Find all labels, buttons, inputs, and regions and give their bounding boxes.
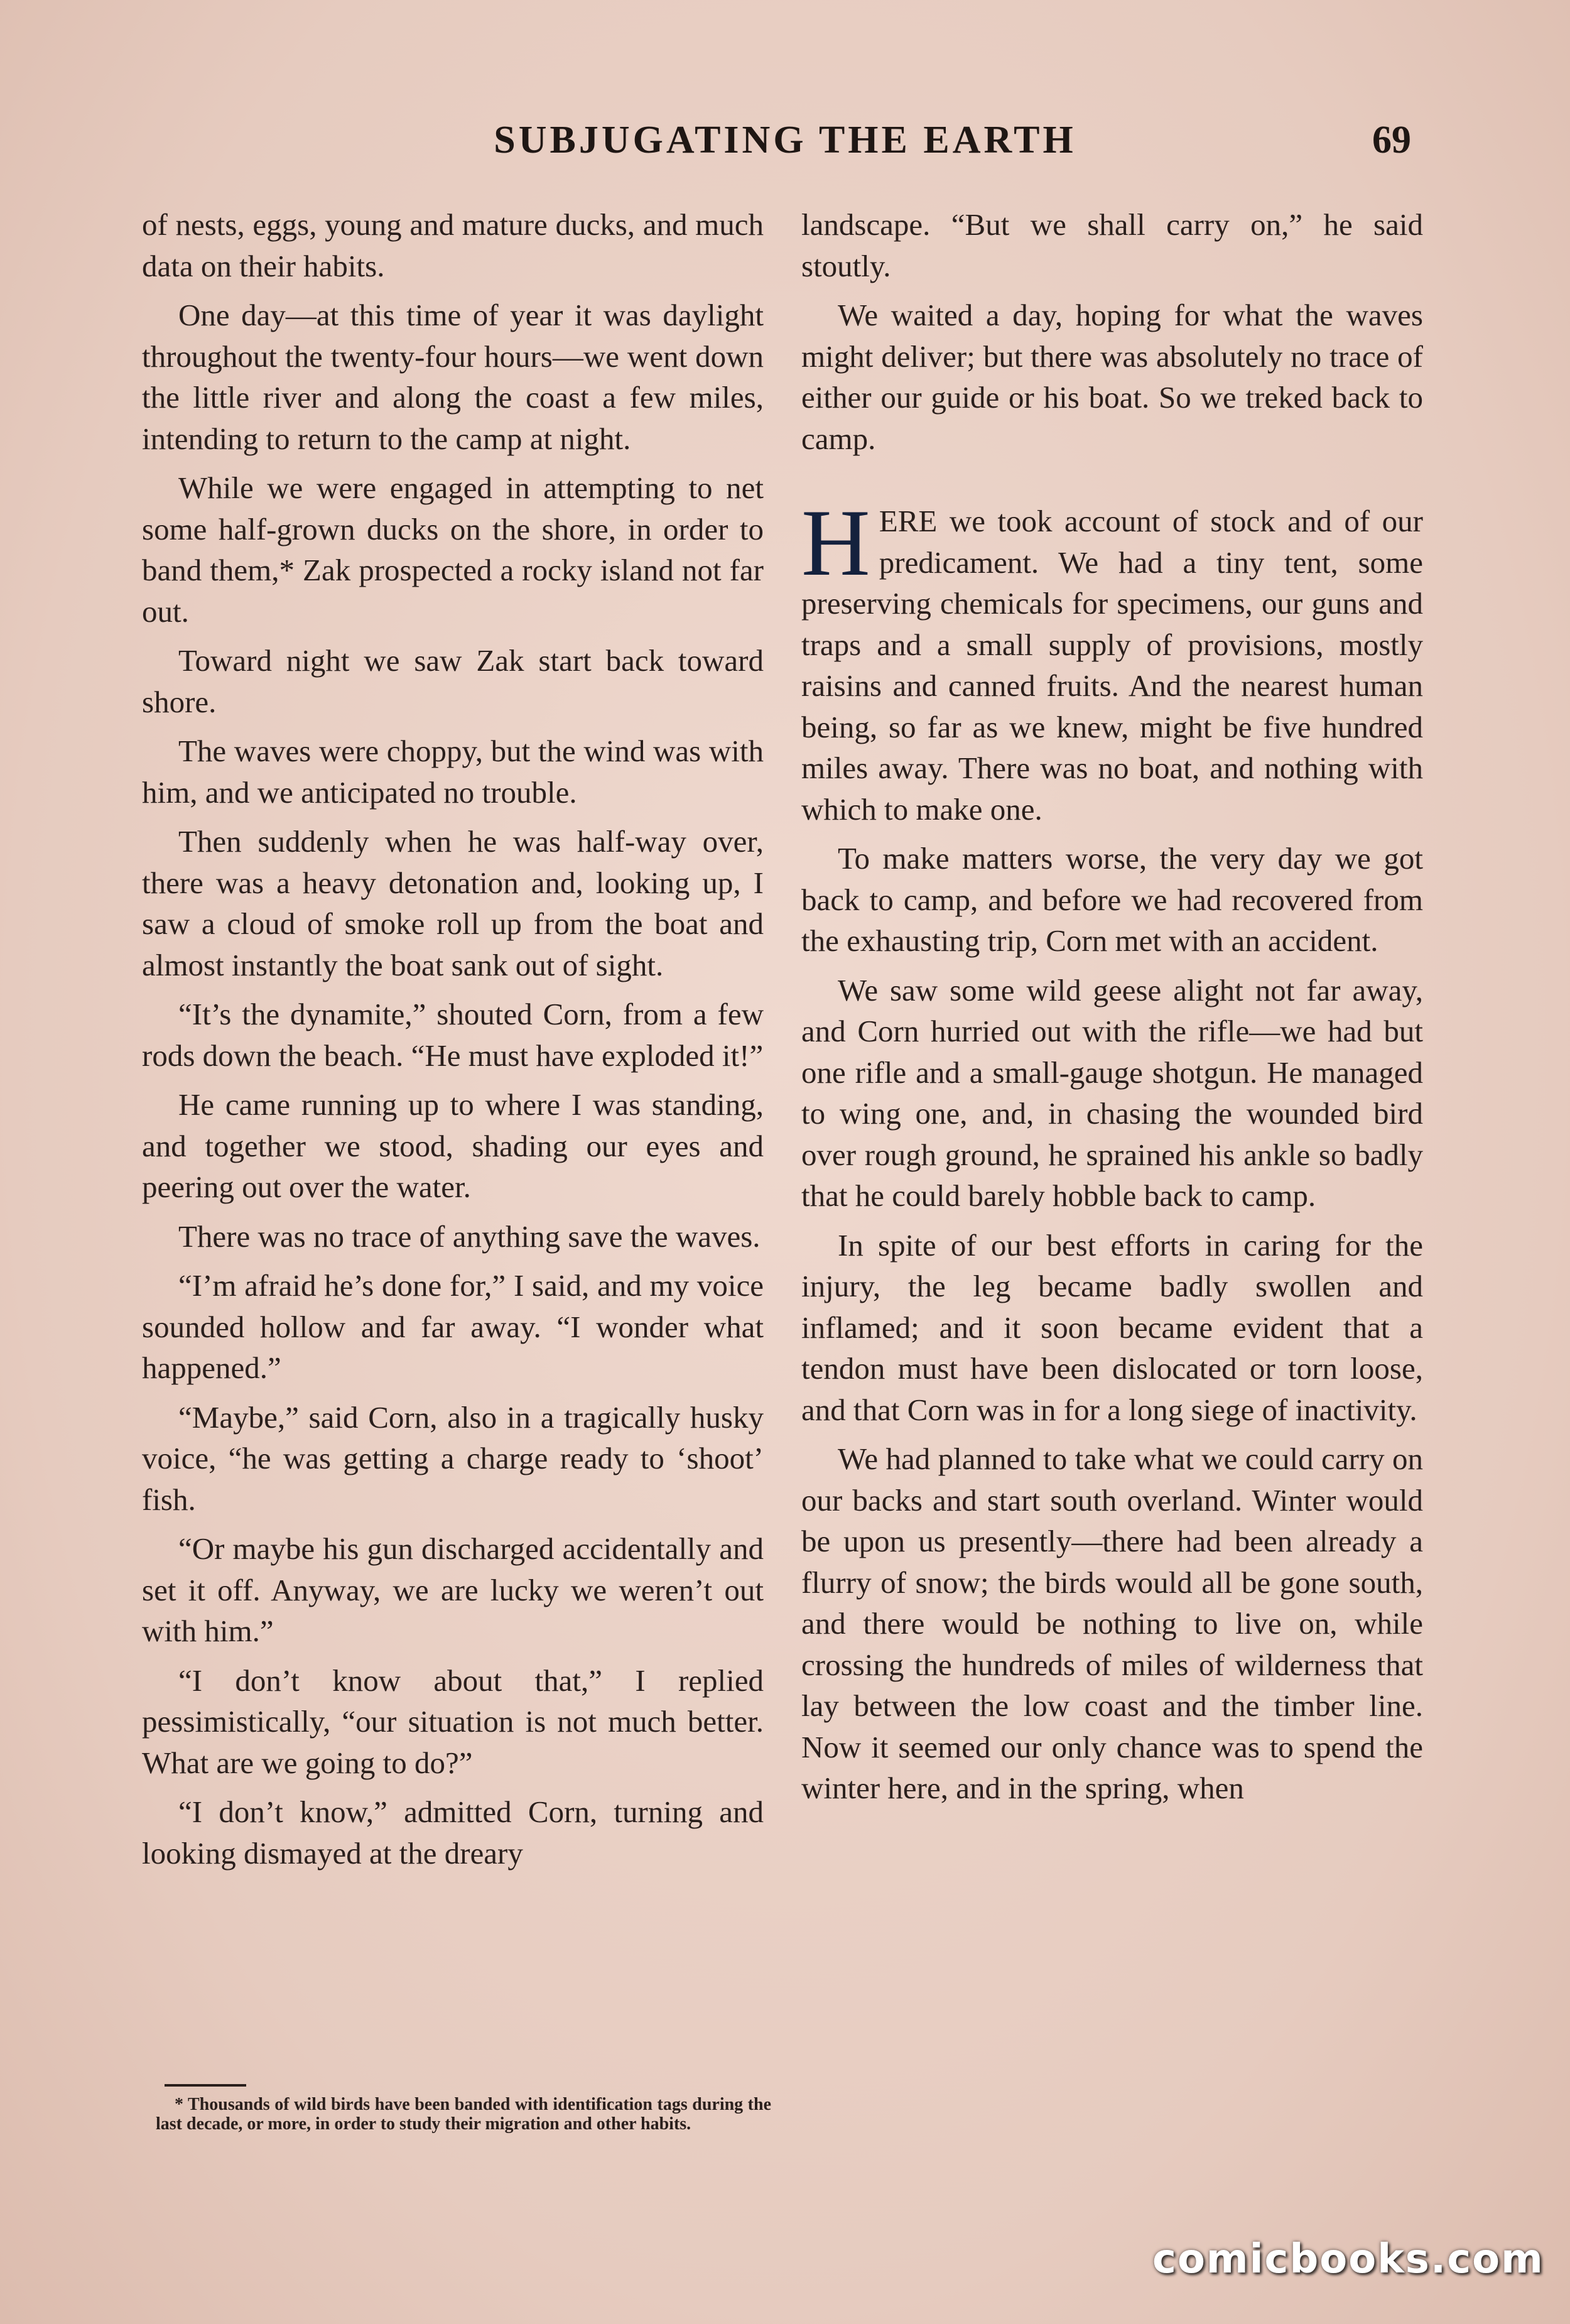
- paragraph: “Maybe,” said Corn, also in a tragically husky voice, “he was getting a charge ready to ‘shoot’ fish.: [142, 1399, 764, 1517]
- paragraph: The waves were choppy, but the wind was with him, and we anticipated no trouble.: [142, 734, 764, 810]
- paragraph: He came running up to where I was standing, and together we stood, shading our eyes and peering out over the water.: [142, 1087, 764, 1204]
- paragraph: One day—at this time of year it was daylight throughout the twenty-four hours—we went down the little river and along the coast a few miles, intending to return to the camp at night.: [142, 298, 764, 456]
- page-number: 69: [1372, 119, 1411, 161]
- watermark: comicbooks.com: [1152, 2236, 1544, 2283]
- paragraph: Toward night we saw Zak start back toward shore.: [142, 643, 764, 719]
- paragraph: In spite of our best efforts in caring for the injury, the leg became badly swollen and inflamed; and it soon became evident that a tendon must have been dislocated or torn loose, and that Corn was in for a long siege of inactivity.: [801, 1227, 1423, 1427]
- paragraph: To make matters worse, the very day we got back to camp, and before we had recovered from the exhausting trip, Corn met with an accident.: [801, 841, 1423, 958]
- running-head: SUBJUGATING THE EARTH: [494, 119, 1076, 161]
- footnote: * Thousands of wild birds have been banded with identification tags during the last decade, or more, in order to study their migration and other habits.: [156, 2095, 771, 2134]
- paragraph: landscape. “But we shall carry on,” he said stoutly.: [801, 207, 1423, 283]
- left-column: [142, 204, 764, 1882]
- paragraph: “It’s the dynamite,” shouted Corn, from a few rods down the beach. “He must have exploded it!”: [142, 997, 764, 1073]
- paragraph: We waited a day, hoping for what the waves might deliver; but there was absolutely no trace of either our guide or his boat. So we treked back to camp.: [801, 298, 1423, 456]
- paragraph: We had planned to take what we could carry on our backs and start south overland. Winter would be upon us presently—there had been already a flurry of snow; the birds would all be gone south, and there would be nothing to live on, while crossing the hundreds of miles of wilderness that lay between the low coast and the timber line. Now it seemed our only chance was to spend the winter here, and in the spring, when: [801, 1442, 1423, 1805]
- drop-cap: H: [801, 490, 870, 595]
- paragraph: While we were engaged in attempting to net some half-grown ducks on the shore, in order to band them,* Zak prospected a rocky island not far out.: [142, 470, 764, 629]
- right-column: [801, 204, 1423, 1817]
- paragraph: of nests, eggs, young and mature ducks, and much data on their habits.: [142, 207, 764, 283]
- paragraph: Then suddenly when he was half-way over, there was a heavy detonation and, looking up, I saw a cloud of smoke roll up from the boat and almost instantly the boat sank out of sight.: [142, 824, 764, 982]
- paragraph: There was no trace of anything save the waves.: [178, 1219, 761, 1254]
- paragraph: We saw some wild geese alight not far away, and Corn hurried out with the rifle—we had but one rifle and a small-gauge shotgun. He managed to wing one, and, in chasing the wounded bird over rough ground, he sprained his ankle so badly that he could barely hobble back to camp.: [801, 972, 1423, 1213]
- paragraph: “I don’t know,” admitted Corn, turning and looking dismayed at the dreary: [142, 1795, 764, 1871]
- paragraph: “I’m afraid he’s done for,” I said, and my voice sounded hollow and far away. “I wonder what happened.”: [142, 1268, 764, 1385]
- paragraph: “Or maybe his gun discharged accidentally and set it off. Anyway, we are lucky we weren’t out with him.”: [142, 1531, 764, 1648]
- footnote-rule: [165, 2084, 246, 2087]
- paragraph-text: ERE we took account of stock and of our predicament. We had a tiny tent, some preserving chemicals for specimens, our guns and traps and a small supply of provisions, mostly raisins and canned fruits. And the nearest human being, so far as we knew, might be five hundred miles away. There was no boat, and nothing with which to make one.: [801, 504, 1423, 827]
- paragraph: “I don’t know about that,” I replied pessimistically, “our situation is not much better. What are we going to do?”: [142, 1663, 764, 1780]
- section-opening-paragraph: [801, 490, 1423, 830]
